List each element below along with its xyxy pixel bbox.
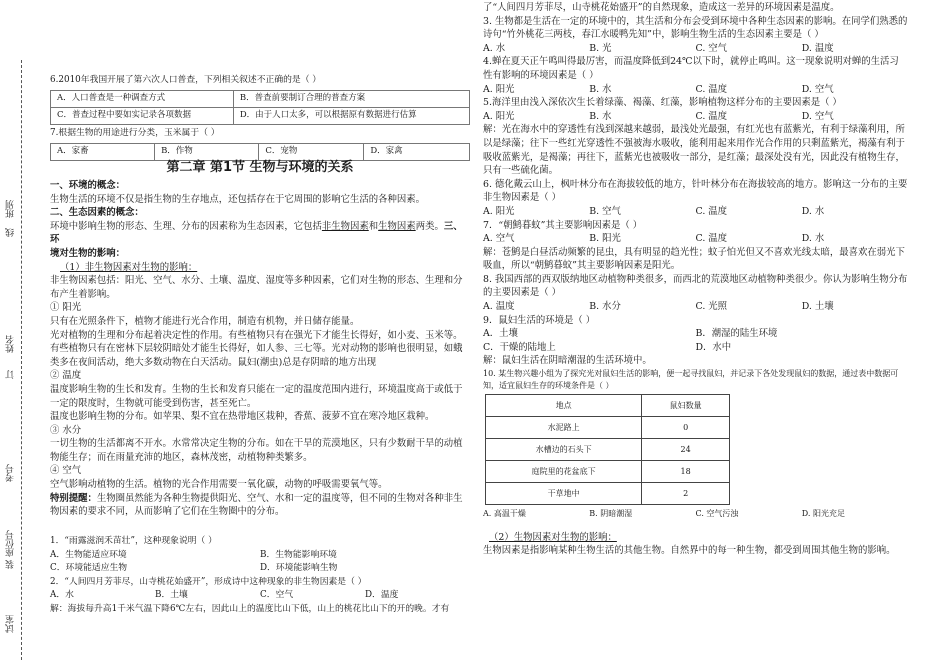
margin-seal-label: 订 [6, 370, 16, 379]
margin-seat-label: 座位号 [6, 530, 16, 557]
question-7-solution: 解：苍鹪是白昼活动频繁的昆虫，具有明显的趋光性；蚊子怕光但又不喜欢光线太暗，最喜欢在弱光下吸血，所以“朝鹪暮蚊”其主要影响因素是阳光。 [483, 246, 905, 272]
exercise-1: 1．“雨露滋润禾苗壮”，这种现象说明（ ） [50, 536, 217, 546]
table-row: 水泥路上 0 [486, 417, 730, 439]
table-header-row [486, 395, 730, 417]
question-5-options: A. 阳光 B. 水 C. 温度 D. 空气 [483, 110, 834, 122]
question-5-solution: 解：光在海水中的穿透性有浅到深越来越弱，最浅处光最强，有红光也有蓝紫光，有利于绿藻利用，所以是绿藻；往下一些红光穿透性不强被海水吸收，能利用起来用作光合作用的只剩蓝紫光，褐藻有利于吸收蓝紫光，是褐藻；再往下，蓝紫光也被吸收一部分，是红藻；最深处没有光，因此没有植物生存，只有一些硫化菌。 [483, 124, 905, 177]
question-7-options [50, 143, 470, 161]
abiotic-term: 非生物因素 [321, 220, 369, 232]
section-3-heading: 境对生物的影响： [50, 247, 126, 259]
question-3: 3. 生物都是生活在一定的环境中的，其生活和分布会受到环境中各种生态因素的影响。在同学们熟悉的诗句“竹外桃花三两枝，春江水暖鸭先知”中，影响生物生活的生态因素主要是（ ） [483, 15, 908, 41]
margin-exam-room-label: 试室 [6, 615, 16, 633]
question-9-solution: 解：鼠妇生活在阴暗潮湿的生活环境中。 [483, 355, 652, 367]
air-text: 空气影响动植物的生活。植物的光合作用需要一氧化碳，动物的呼吸需要氧气等。 [50, 479, 388, 491]
question-10: 10. 某生物兴趣小组为了探究光对鼠妇生活的影响，便一起寻找鼠妇，并记录下各处发现鼠妇的数据，通过表中数据可知，适宜鼠妇生存的环境条件是（ ） [483, 369, 899, 391]
section-2-heading: 二、生态因素的概念： [50, 207, 144, 219]
question-7: 7．“朝鹪暮蚊”其主要影响因素是（ ） [483, 219, 643, 231]
question-6: 6.2010年我国开展了第六次人口普查，下列相关叙述不正确的是（ ） [50, 75, 322, 85]
section-3-heading-part: 三、环 [50, 220, 463, 246]
option-d: D．家禽 [364, 144, 470, 161]
biotic-term: 生物因素 [378, 220, 416, 232]
question-3-options: A. 水 B. 光 C. 空气 D. 温度 [483, 42, 834, 54]
question-9-options-row2: C．干燥的陆地上 D．水中 [483, 341, 732, 353]
option-d: D．由于人口太多，可以根据原有数据进行估算 [233, 108, 469, 125]
woodlouse-table [485, 394, 730, 505]
section-1-text: 生物生活的环境不仅是指生物的生存地点，还包括存在于它周围的影响它生活的各种因素。 [50, 193, 426, 205]
question-10-options: A. 高温干燥 B. 阴暗潮湿 C. 空气污浊 D. 阳光充足 [483, 509, 845, 519]
option-c: C．普查过程中要如实记录各项数据 [51, 108, 234, 125]
option-c: C．宠物 [259, 144, 364, 161]
table-header: 鼠妇数量 [642, 395, 730, 417]
subsection-2-heading: （2）生物因素对生物的影响： [489, 531, 617, 543]
sunlight-text-1: 只有在光照条件下，植物才能进行光合作用，制造有机物，并日储存能量。 [50, 315, 360, 327]
question-9-options-row1: A．土壤 B．潮湿的陆生环境 [483, 328, 778, 340]
binding-line [21, 60, 22, 660]
temperature-heading: ② 温度 [50, 370, 82, 382]
temperature-text-1: 温度影响生物的生长和发育。生物的生长和发育只能在一定的温度范围内进行，环境温度高于或低于一定的限度时，生物就可能受到伤害，甚至死亡。 [50, 383, 463, 409]
question-9: 9．鼠妇生活的环境是（ ） [483, 314, 596, 326]
temperature-text-2: 温度也影响生物的分布。如苹果、梨不宜在热带地区栽种，香蕉、菠萝不宜在寒冷地区栽种。 [50, 411, 435, 423]
question-4-options: A. 阳光 B. 水 C. 温度 D. 空气 [483, 83, 834, 95]
right-body [483, 1, 908, 558]
question-4: 4.蝉在夏天正午鸣叫得最厉害，而温度降低到24℃以下时，就停止鸣叫。这一现象说明对蝉的生活习性有影响的环境因素是（ ） [483, 56, 899, 81]
subsection-2-text: 生物因素是指影响某种生物生活的其他生物。自然界中的每一种生物，都受到周围其他生物的影响。 [483, 545, 896, 557]
subsection-1-heading: （1）非生物因素对生物的影响： [60, 261, 198, 273]
exercises [50, 535, 470, 617]
table-row: 水槽边的石头下 24 [486, 439, 730, 461]
tip-heading: 特别提醒： [50, 492, 97, 504]
table-header: 地点 [486, 395, 642, 417]
question-7: 7.根据生物的用途进行分类，玉米属于（ ） [50, 128, 220, 138]
margin-install-label: 装 [6, 560, 16, 569]
table-row: 庭院里的花盆底下 18 [486, 461, 730, 483]
air-heading: ④ 空气 [50, 465, 82, 477]
margin-id-label: 考号 [6, 464, 16, 482]
exercise-1-options-row2: C．环境能适应生物 D．环境能影响生物 [50, 563, 338, 574]
question-8: 8. 我国西部的西双版纳地区动植物种类很多，而西北的荒漠地区动植物种类很少。你认为影响生物分布的主要因素是（ ） [483, 273, 908, 299]
water-heading: ③ 水分 [50, 424, 82, 436]
question-8-options: A. 温度 B. 水分 C. 光照 D. 土壤 [483, 301, 834, 313]
water-text: 一切生物的生活都离不开水。水常常决定生物的分布。如在干旱的荒漠地区，只有少数耐干旱的动植物能生存；而在雨量充沛的地区，森林茂密，动植物种类繁多。 [50, 438, 463, 463]
abiotic-factors-text: 非生物因素包括：阳光、空气、水分、土壤、温度、湿度等多种因素，它们对生物的形态、生理和分布产生着影响。 [50, 275, 463, 300]
chapter-title: 第二章 第1节 生物与环境的关系 [166, 160, 354, 175]
left-body [50, 179, 470, 519]
tip-paragraph: 特别提醒：生物圈虽然能为各种生物提供阳光、空气、水和一定的温度等，但不同的生物对各种非生物因素的要求不同，从而影响了它们在生物圈中的分布。 [50, 492, 463, 518]
question-6-options [50, 90, 470, 125]
question-6-options: A. 阳光 B. 空气 C. 温度 D. 水 [483, 205, 825, 217]
option-b: B．普查前要制订合理的普查方案 [233, 91, 469, 108]
exercise-2-options: A．水 B．土壤 C．空气 D．温度 [50, 590, 399, 601]
margin-line-label: 线 [6, 228, 16, 237]
sunlight-heading: ① 阳光 [50, 302, 82, 314]
continued-solution: 了“人间四月芳菲尽，山寺桃花始盛开”的自然现象，造成这一差异的环境因素是温度。 [483, 2, 840, 13]
question-6: 6. 德化戴云山上，枫叶林分布在海拔较低的地方，针叶林分布在海拔较高的地方。影响这一分布的主要非生物因素是（ ） [483, 178, 908, 204]
section-2-text: 环境中影响生物的形态、生理、分布的因素称为生态因素，它包括非生物因素和生物因素两类。三、环 [50, 220, 463, 246]
section-1-heading: 一、环境的概念： [50, 180, 126, 191]
table-row: 干草地中 2 [486, 483, 730, 505]
exercise-2: 2．“人间四月芳菲尽，山寺桃花始盛开”，形成诗中这种现象的非生物因素是（ ） [50, 576, 367, 587]
exercise-2-solution: 解：海拔每升高1千米气温下降6℃左右，因此山上的温度比山下低，山上的桃花比山下的开的晚。才有 [50, 603, 450, 614]
sunlight-text-2: 光对植物的生理和分布起着决定性的作用。有些植物只有在强光下才能生长得好，如小麦、玉米等。有些植物只有在密林下层较阴暗处才能生长得好，如人参、三七等。光对动物的影响也很明显，如蛾类多在夜间活动，绝大多数动物在白天活动。鼠妇(潮虫)总是存阴暗的地方出现 [50, 329, 463, 368]
margin-name-label: 姓名 [6, 335, 16, 353]
binding-margin [0, 0, 26, 671]
question-7-options: A. 空气 B. 阳光 C. 温度 D. 水 [483, 233, 825, 245]
option-a: A．人口普查是一种调查方式 [51, 91, 234, 108]
option-b: B．作物 [155, 144, 259, 161]
exercise-1-options-row1: A．生物能适应环境 B．生物能影响环境 [50, 549, 337, 560]
margin-class-label: 班别 [6, 200, 16, 218]
option-a: A．家畜 [51, 144, 155, 161]
question-5: 5.海洋里由浅入深依次生长着绿藻、褐藻、红藻，影响植物这样分布的主要因素是（ ） [483, 97, 842, 109]
